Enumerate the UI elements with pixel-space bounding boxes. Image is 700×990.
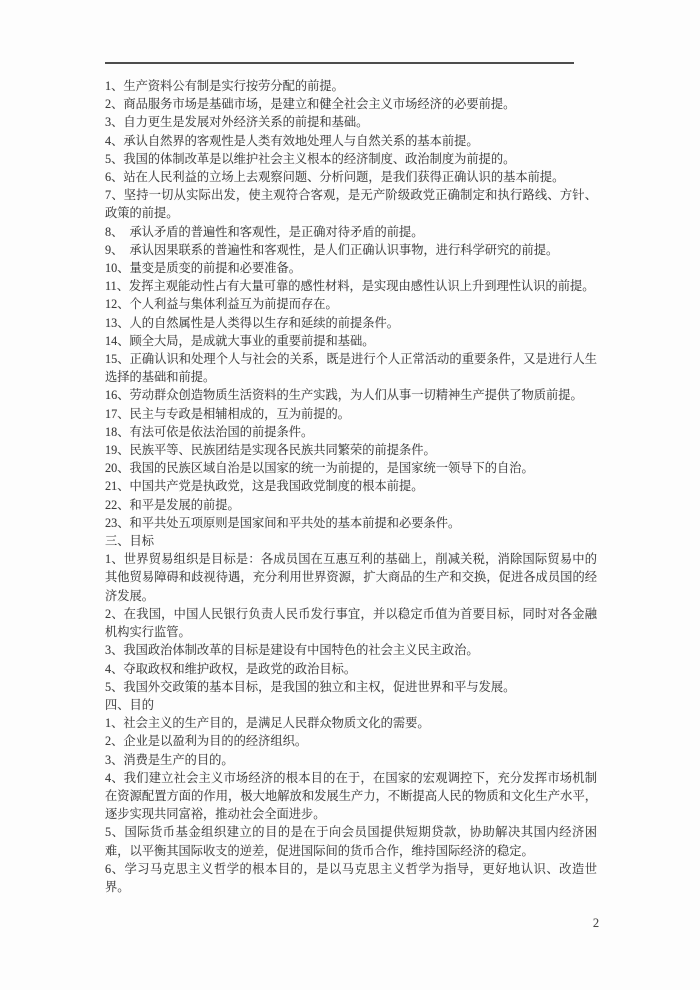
premise-list-item: 19、民族平等、民族团结是实现各民族共同繁荣的前提条件。: [105, 443, 436, 458]
premise-list-item: 16、劳动群众创造物质生活资料的生产实践，为人们从事一切精神生产提供了物质前提。: [105, 388, 583, 403]
header-rule: [105, 62, 574, 64]
section-list-item: 2、在我国，中国人民银行负责人民币发行事宜，并以稳定币值为首要目标，同时对各金融机构实行监管。: [105, 606, 597, 640]
premise-list-item: 2、商品服务市场是基础市场，是建立和健全社会主义市场经济的必要前提。: [105, 97, 516, 112]
premise-list-item: 11、发挥主观能动性占有大量可靠的感性材料，是实现由感性认识上升到理性认识的前提。: [105, 279, 595, 294]
premise-list-item: 3、自力更生是发展对外经济关系的前提和基础。: [105, 115, 369, 130]
section-heading: 四、目的: [105, 697, 154, 712]
document-content: [105, 77, 597, 896]
premise-list-item: 20、我国的民族区域自治是以国家的统一为前提的，是国家统一领导下的自治。: [105, 461, 534, 476]
section-list-item: 6、学习马克思主义哲学的根本目的，是以马克思主义哲学为指导，更好地认识、改造世界。: [105, 861, 597, 894]
premise-list-item: 4、承认自然界的客观性是人类有效地处理人与自然关系的基本前提。: [105, 133, 479, 148]
premise-list-item: 15、正确认识和处理个人与社会的关系，既是进行个人正常活动的重要条件，又是进行人生选择的基础和前提。: [105, 352, 597, 385]
section-list-item: 4、夺取政权和维护政权，是政党的政治目标。: [105, 661, 357, 676]
premise-list-item: 8、 承认矛盾的普遍性和客观性，是正确对待矛盾的前提。: [105, 224, 424, 239]
section-list-item: 2、企业是以盈利为目的的经济组织。: [105, 734, 308, 749]
section-list-item: 1、社会主义的生产目的，是满足人民群众物质文化的需要。: [105, 716, 430, 731]
section-heading: 三、目标: [105, 534, 154, 549]
premise-list-item: 7、坚持一切从实际出发，使主观符合客观，是无产阶级政党正确制定和执行路线、方针、政策的前提。: [105, 188, 597, 221]
premise-list-item: 23、和平共处五项原则是国家间和平共处的基本前提和必要条件。: [105, 515, 461, 530]
premise-list-item: 6、站在人民利益的立场上去观察问题、分析问题，是我们获得正确认识的基本前提。: [105, 170, 565, 185]
premise-list-item: 10、量变是质变的前提和必要准备。: [105, 261, 301, 276]
section-list-item: 5、我国外交政策的基本目标，是我国的独立和主权，促进世界和平与发展。: [105, 679, 516, 694]
premise-list-item: 5、我国的体制改革是以维护社会主义根本的经济制度、政治制度为前提的。: [105, 151, 516, 166]
section-list-item: 3、消费是生产的目的。: [105, 752, 234, 767]
premise-list-item: 9、 承认因果联系的普遍性和客观性，是人们正确认识事物，进行科学研究的前提。: [105, 242, 559, 257]
premise-list-item: 21、中国共产党是执政党，这是我国政党制度的根本前提。: [105, 479, 424, 494]
premise-list-item: 18、有法可依是依法治国的前提条件。: [105, 424, 314, 439]
premise-list-item: 17、民主与专政是相辅相成的，互为前提的。: [105, 406, 350, 421]
section-list-item: 4、我们建立社会主义市场经济的根本目的在于，在国家的宏观调控下，充分发挥市场机制在资源配置方面的作用，极大地解放和发展生产力，不断提高人民的物质和文化生产水平，逐步实现共同富裕，推动社会全面进步。: [105, 770, 597, 822]
premise-list-item: 14、顾全大局，是成就大事业的重要前提和基础。: [105, 333, 375, 348]
premise-list-item: 1、生产资料公有制是实行按劳分配的前提。: [105, 79, 344, 93]
premise-list-item: 22、和平是发展的前提。: [105, 497, 240, 512]
premise-list-item: 13、人的自然属性是人类得以生存和延续的前提条件。: [105, 315, 399, 330]
section-list-item: 1、世界贸易组织是目标是：各成员国在互惠互利的基础上，削减关税，消除国际贸易中的其他贸易障碍和歧视待遇，充分利用世界资源，扩大商品的生产和交换，促进各成员国的经济发展。: [105, 552, 597, 603]
premise-list-item: 12、个人利益与集体利益互为前提而存在。: [105, 297, 338, 312]
section-list-item: 3、我国政治体制改革的目标是建设有中国特色的社会主义民主政治。: [105, 643, 479, 658]
section-list-item: 5、国际货币基金组织建立的目的是在于向会员国提供短期贷款，协助解决其国内经济困难，以平衡其国际收支的逆差，促进国际间的货币合作，维持国际经济的稳定。: [105, 825, 597, 858]
page-number: 2: [592, 916, 600, 930]
